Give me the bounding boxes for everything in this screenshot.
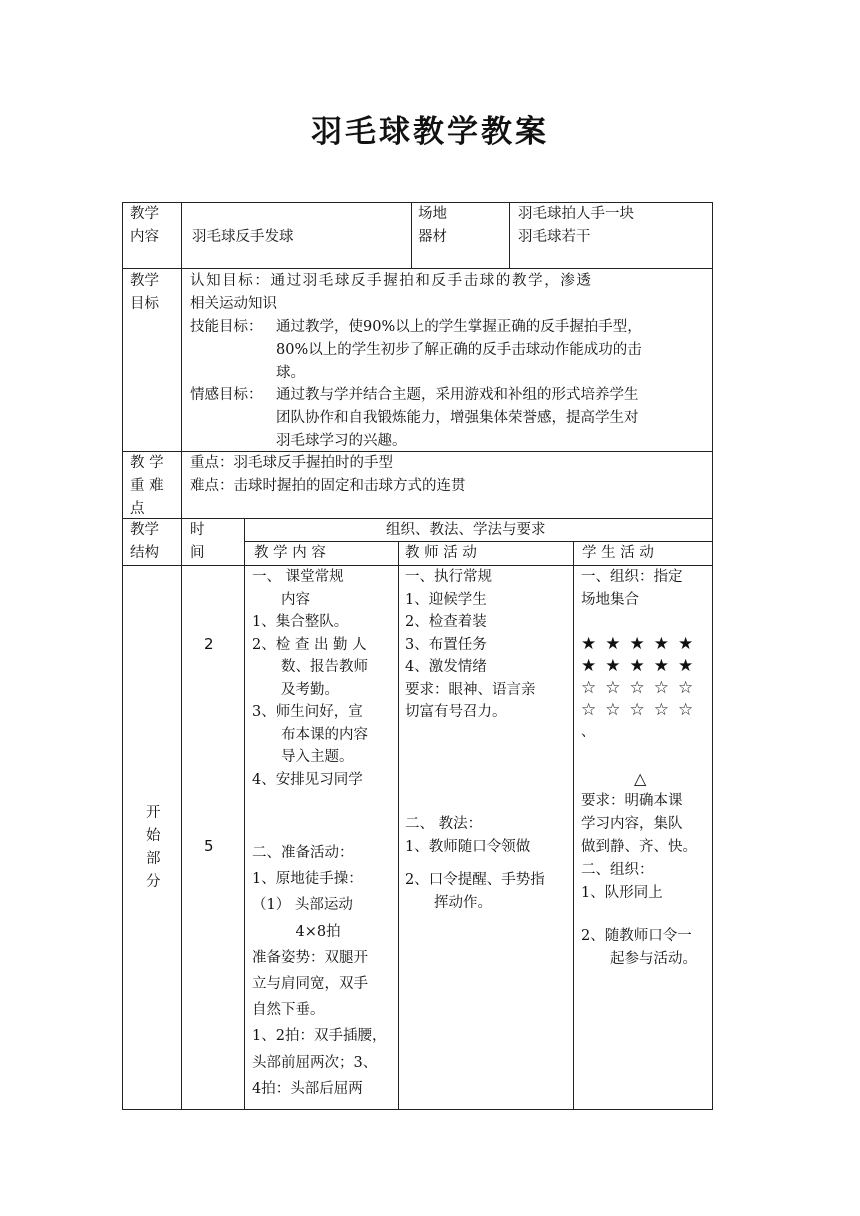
header-organization: 组织、教法、学法与要求 (386, 522, 546, 538)
section-name: 开 始 部 分 (146, 805, 161, 890)
content-routine: 一、 课堂常规 内容 1、集合整队。 2、检 查 出 勤 人 数、报告教师 及考勤。 3、师生问好，宣 布本课的内容 导入主题。 4、安排见习同学 (252, 569, 368, 788)
student-requirements: 要求：明确本课 学习内容，集队 做到静、齐、快。 二、组织： 1、队形同上 (581, 793, 697, 901)
student-follow: 2、随教师口令一 起参与活动。 (581, 928, 697, 967)
teacher-routine: 一、执行常规 1、迎候学生 2、检查着装 3、布置任务 4、激发情绪 要求：眼神、语言亲 切富有号召力。 (405, 569, 536, 720)
skill-objective: 通过教学，使90%以上的学生掌握正确的反手握拍手型， 80%以上的学生初步了解正确的反手击球动作能成功的击 球。 (276, 319, 642, 381)
row-label-venue: 场地 器材 (418, 206, 447, 245)
teacher-position-mark: △ (634, 769, 647, 788)
time-value: 2 (204, 635, 214, 653)
emotion-objective-label: 情感目标： (190, 387, 263, 403)
formation-diagram (581, 633, 702, 743)
formation-row: 、 (581, 724, 604, 740)
skill-objective-label: 技能目标： (190, 319, 263, 335)
content-warmup: 二、准备活动： 1、原地徒手操： （1） 头部运动 4×8拍 准备姿势：双腿开 立与肩同宽，双手 自然下垂。 1、2拍：双手插腰， 头部前屈两次；3、 4拍：头部后屈两 (252, 845, 387, 1097)
row-label-key-points: 教 学 重 难 点 (130, 455, 164, 517)
teacher-method: 二、 教法： 1、教师随口令领做 2、口令提醒、手势指 挥动作。 (405, 816, 545, 911)
row-label-content: 教学 内容 (130, 206, 159, 245)
formation-row: ☆☆☆☆☆ (581, 700, 703, 720)
formation-row: ★★★★★ (581, 634, 703, 654)
header-time: 时 间 (190, 522, 205, 561)
venue-equipment: 羽毛球拍人手一块 羽毛球若干 (518, 206, 634, 245)
student-organization: 一、组织：指定 场地集合 (581, 569, 683, 608)
header-teacher-col: 教 师 活 动 (405, 545, 477, 561)
lesson-content: 羽毛球反手发球 (192, 229, 294, 245)
row-label-objectives: 教学 目标 (130, 273, 159, 312)
difficulty-point: 难点：击球时握拍的固定和击球方式的连贯 (190, 478, 466, 494)
time-value: 5 (204, 837, 214, 855)
formation-row: ★★★★★ (581, 656, 703, 676)
header-student-col: 学 生 活 动 (582, 545, 654, 561)
header-structure: 教学 结构 (130, 522, 159, 561)
emotion-objective: 通过教与学并结合主题，采用游戏和补组的形式培养学生 团队协作和自我锻炼能力，增强集体荣誉感，提高学生对 羽毛球学习的兴趣。 (276, 387, 639, 449)
key-point: 重点：羽毛球反手握拍时的手型 (190, 455, 393, 471)
header-content-col: 教 学 内 容 (254, 545, 326, 561)
page-title: 羽毛球教学教案 (311, 114, 549, 150)
cognitive-objective: 认知目标：通过羽毛球反手握拍和反手击球的教学，渗透 相关运动知识 (190, 273, 593, 312)
formation-row: ☆☆☆☆☆ (581, 678, 703, 698)
